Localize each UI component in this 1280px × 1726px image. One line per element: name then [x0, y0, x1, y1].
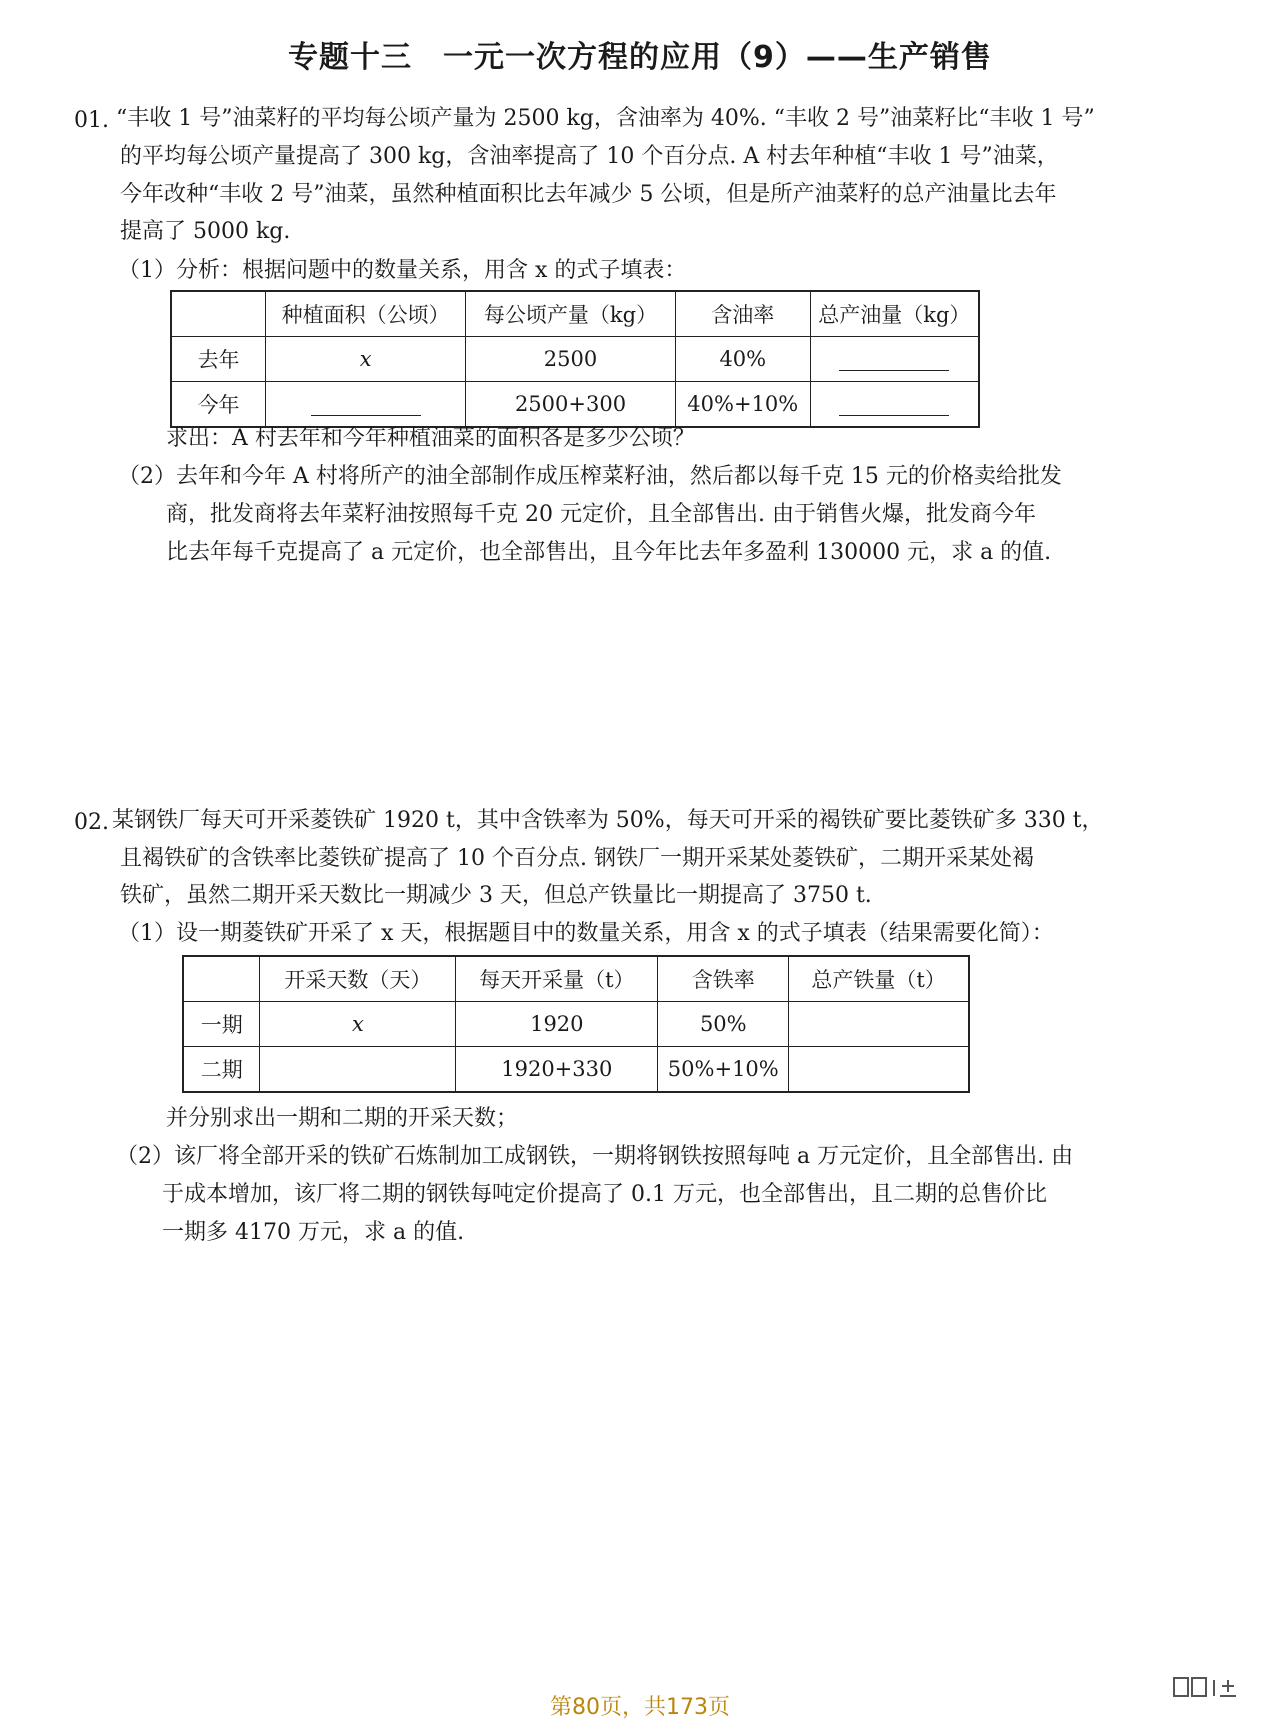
table-cell [266, 382, 466, 428]
question-1-part1-intro: （1）分析：根据问题中的数量关系，用含 x 的式子填表： [118, 258, 687, 283]
table-cell: 1920 [456, 1002, 658, 1047]
table-row [171, 382, 979, 428]
table-row [171, 337, 979, 382]
table-cell: 2500+300 [466, 382, 676, 428]
question-1-part2-line: （2）去年和今年 A 村将所产的油全部制作成压榨菜籽油，然后都以每千克 15 元的价格卖给批发 [118, 464, 1062, 489]
table-cell: 二期 [183, 1047, 260, 1093]
table-cell: 2500 [466, 337, 676, 382]
question-1-part2-line: 比去年每千克提高了 a 元定价，也全部售出，且今年比去年多盈利 130000 元，求 a 的值. [166, 540, 1052, 565]
question-1-part2-line: 商，批发商将去年菜籽油按照每千克 20 元定价，且全部售出. 由于销售火爆，批发商今年 [166, 502, 1036, 527]
table-cell [810, 337, 979, 382]
table-header-cell: 总产铁量（t） [789, 956, 969, 1002]
answer-blank[interactable] [311, 395, 421, 416]
table-cell[interactable] [789, 1047, 969, 1093]
table-header-cell: 种植面积（公顷） [266, 291, 466, 337]
table-cell: 40%+10% [675, 382, 810, 428]
table-header-cell: 总产油量（kg） [810, 291, 979, 337]
table-header-cell [183, 956, 260, 1002]
question-1-line: 提高了 5000 kg. [120, 219, 291, 244]
question-1-part1-ask: 求出：A 村去年和今年种植油菜的面积各是多少公顷？ [166, 426, 695, 451]
table-header-cell: 开采天数（天） [260, 956, 456, 1002]
question-2-line: 且褐铁矿的含铁率比菱铁矿提高了 10 个百分点. 钢铁厂一期开采某处菱铁矿，二期开采某处褐 [120, 846, 1034, 871]
question-2-line: 铁矿，虽然二期开采天数比一期减少 3 天，但总产铁量比一期提高了 3750 t. [120, 883, 872, 908]
table-header-cell: 含铁率 [658, 956, 789, 1002]
question-1-line: 的平均每公顷产量提高了 300 kg，含油率提高了 10 个百分点. A 村去年种植“丰收 1 号”油菜， [120, 144, 1059, 169]
question-2-table [182, 955, 970, 1093]
table-cell: 50% [658, 1002, 789, 1047]
page-corner-icon [1172, 1676, 1252, 1700]
table-cell: 1920+330 [456, 1047, 658, 1093]
table-header-cell [171, 291, 266, 337]
question-1-line: 今年改种“丰收 2 号”油菜，虽然种植面积比去年减少 5 公顷，但是所产油菜籽的总产油量比去年 [120, 182, 1057, 207]
question-1-line: “丰收 1 号”油菜籽的平均每公顷产量为 2500 kg，含油率为 40%. “丰收 2 号”油菜籽比“丰收 1 号” [116, 106, 1095, 131]
table-cell: x [260, 1002, 456, 1047]
question-2-part2-line: 一期多 4170 万元，求 a 的值. [162, 1220, 465, 1245]
table-cell: 一期 [183, 1002, 260, 1047]
table-cell: 50%+10% [658, 1047, 789, 1093]
page-title: 专题十三 一元一次方程的应用（9）——生产销售 [288, 40, 992, 75]
page-indicator: 第80页，共173页 [550, 1695, 730, 1720]
table-cell: 去年 [171, 337, 266, 382]
question-1-number: 01. [74, 108, 109, 133]
question-2-part2-line: 于成本增加，该厂将二期的钢铁每吨定价提高了 0.1 万元，也全部售出，且二期的总售价比 [162, 1182, 1047, 1207]
table-header-row [183, 956, 969, 1002]
table-cell: 40% [675, 337, 810, 382]
question-2-part1-ask: 并分别求出一期和二期的开采天数； [166, 1106, 519, 1131]
answer-blank[interactable] [839, 350, 949, 371]
table-cell[interactable] [260, 1047, 456, 1093]
question-2-part2-line: （2）该厂将全部开采的铁矿石炼制加工成钢铁，一期将钢铁按照每吨 a 万元定价，且全部售出. 由 [116, 1144, 1074, 1169]
table-row [183, 1047, 969, 1093]
question-1-table [170, 290, 980, 428]
table-cell: x [266, 337, 466, 382]
table-cell: 今年 [171, 382, 266, 428]
table-header-cell: 每天开采量（t） [456, 956, 658, 1002]
question-2-number: 02. [74, 810, 109, 835]
question-2-line: 某钢铁厂每天可开采菱铁矿 1920 t，其中含铁率为 50%，每天可开采的褐铁矿要比菱铁矿多 330 t， [112, 808, 1104, 833]
question-2-part1-intro: （1）设一期菱铁矿开采了 x 天，根据题目中的数量关系，用含 x 的式子填表（结果需要化简）： [118, 921, 1054, 946]
table-cell [810, 382, 979, 428]
table-row [183, 1002, 969, 1047]
answer-blank[interactable] [839, 395, 949, 416]
table-header-cell: 每公顷产量（kg） [466, 291, 676, 337]
table-header-cell: 含油率 [675, 291, 810, 337]
table-cell[interactable] [789, 1002, 969, 1047]
table-header-row [171, 291, 979, 337]
